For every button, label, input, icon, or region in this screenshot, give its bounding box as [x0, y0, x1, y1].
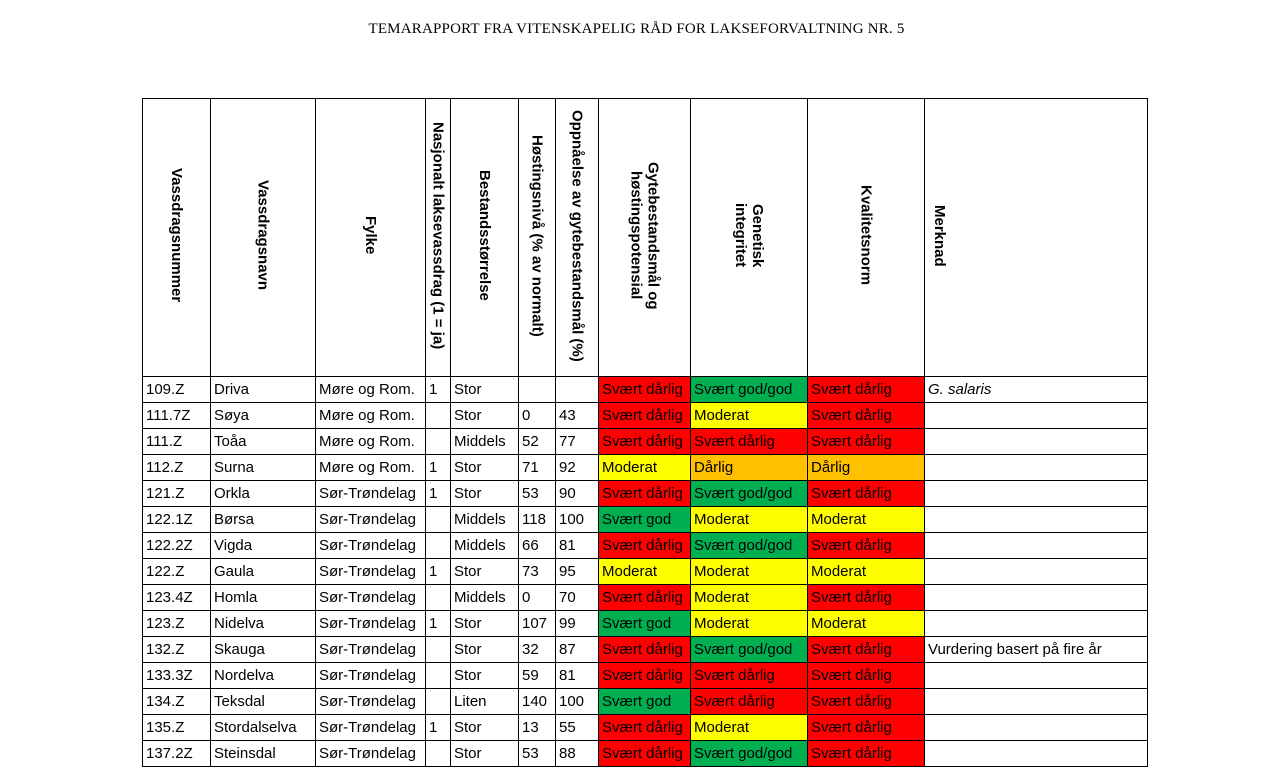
cell-vassdragsnummer: 122.2Z: [143, 533, 211, 559]
header-label: Fylke: [362, 216, 379, 255]
cell-gytebestandsmal: Svært dårlig: [599, 637, 691, 663]
cell-fylke: Sør-Trøndelag: [316, 689, 426, 715]
cell-genetisk-integritet: Moderat: [691, 559, 808, 585]
cell-bestandsstorrelse: Stor: [451, 403, 519, 429]
cell-genetisk-integritet: Moderat: [691, 403, 808, 429]
cell-vassdragsnummer: 111.Z: [143, 429, 211, 455]
cell-hostingsniva: 13: [519, 715, 556, 741]
cell-nasjonalt: 1: [426, 611, 451, 637]
cell-merknad: [925, 663, 1148, 689]
cell-vassdragsnavn: Søya: [211, 403, 316, 429]
page-header-title: TEMARAPPORT FRA VITENSKAPELIG RÅD FOR LAKSEFORVALTNING NR. 5: [368, 21, 905, 37]
cell-genetisk-integritet: Moderat: [691, 611, 808, 637]
cell-hostingsniva: 0: [519, 403, 556, 429]
cell-nasjonalt: 1: [426, 559, 451, 585]
cell-genetisk-integritet: Svært dårlig: [691, 429, 808, 455]
cell-hostingsniva: 140: [519, 689, 556, 715]
cell-genetisk-integritet: Svært god/god: [691, 637, 808, 663]
cell-oppnaelse: 81: [556, 533, 599, 559]
table-row: [143, 403, 1148, 429]
cell-fylke: Sør-Trøndelag: [316, 559, 426, 585]
cell-gytebestandsmal: Moderat: [599, 559, 691, 585]
cell-oppnaelse: 100: [556, 507, 599, 533]
cell-nasjonalt: [426, 663, 451, 689]
cell-vassdragsnavn: Nordelva: [211, 663, 316, 689]
header-label: Oppnåelse av gytebestandsmål (%): [568, 109, 586, 362]
cell-vassdragsnavn: Stordalselva: [211, 715, 316, 741]
cell-vassdragsnummer: 133.3Z: [143, 663, 211, 689]
cell-vassdragsnavn: Orkla: [211, 481, 316, 507]
cell-bestandsstorrelse: Middels: [451, 429, 519, 455]
cell-kvalitetsnorm: Svært dårlig: [808, 585, 925, 611]
cell-gytebestandsmal: Svært dårlig: [599, 429, 691, 455]
cell-kvalitetsnorm: Svært dårlig: [808, 689, 925, 715]
header-label: Bestandsstørrelse: [476, 170, 493, 301]
cell-nasjonalt: [426, 429, 451, 455]
cell-kvalitetsnorm: Svært dårlig: [808, 637, 925, 663]
cell-gytebestandsmal: Svært god: [599, 689, 691, 715]
cell-vassdragsnavn: Gaula: [211, 559, 316, 585]
cell-merknad: Vurdering basert på fire år: [925, 637, 1148, 663]
cell-merknad: [925, 403, 1148, 429]
table-row: [143, 455, 1148, 481]
cell-gytebestandsmal: Svært god: [599, 611, 691, 637]
cell-fylke: Sør-Trøndelag: [316, 611, 426, 637]
cell-fylke: Sør-Trøndelag: [316, 715, 426, 741]
cell-kvalitetsnorm: Svært dårlig: [808, 741, 925, 767]
cell-genetisk-integritet: Moderat: [691, 507, 808, 533]
cell-nasjonalt: 1: [426, 455, 451, 481]
cell-oppnaelse: 100: [556, 689, 599, 715]
header-vassdragsnummer: [143, 99, 211, 377]
cell-oppnaelse: [556, 377, 599, 403]
header-merknad: [925, 99, 1148, 377]
cell-vassdragsnavn: Steinsdal: [211, 741, 316, 767]
cell-merknad: [925, 481, 1148, 507]
cell-vassdragsnummer: 121.Z: [143, 481, 211, 507]
cell-oppnaelse: 87: [556, 637, 599, 663]
cell-bestandsstorrelse: Stor: [451, 377, 519, 403]
cell-merknad: [925, 715, 1148, 741]
cell-merknad: [925, 689, 1148, 715]
cell-oppnaelse: 70: [556, 585, 599, 611]
cell-gytebestandsmal: Svært dårlig: [599, 715, 691, 741]
header-label: Vassdragsnummer: [168, 168, 185, 303]
table-row: [143, 377, 1148, 403]
cell-bestandsstorrelse: Stor: [451, 663, 519, 689]
cell-genetisk-integritet: Svært god/god: [691, 377, 808, 403]
cell-merknad: [925, 533, 1148, 559]
table-row: [143, 611, 1148, 637]
cell-vassdragsnavn: Surna: [211, 455, 316, 481]
table-row: [143, 481, 1148, 507]
cell-gytebestandsmal: Svært dårlig: [599, 533, 691, 559]
cell-vassdragsnummer: 137.2Z: [143, 741, 211, 767]
cell-bestandsstorrelse: Stor: [451, 559, 519, 585]
cell-oppnaelse: 88: [556, 741, 599, 767]
cell-hostingsniva: 52: [519, 429, 556, 455]
cell-vassdragsnavn: Homla: [211, 585, 316, 611]
cell-genetisk-integritet: Moderat: [691, 585, 808, 611]
cell-vassdragsnummer: 111.7Z: [143, 403, 211, 429]
cell-vassdragsnavn: Teksdal: [211, 689, 316, 715]
cell-oppnaelse: 55: [556, 715, 599, 741]
cell-gytebestandsmal: Svært god: [599, 507, 691, 533]
cell-bestandsstorrelse: Stor: [451, 481, 519, 507]
table-row: [143, 741, 1148, 767]
header-bestandsstorrelse: [451, 99, 519, 377]
table-row: [143, 585, 1148, 611]
cell-vassdragsnavn: Skauga: [211, 637, 316, 663]
cell-nasjonalt: [426, 689, 451, 715]
cell-vassdragsnummer: 132.Z: [143, 637, 211, 663]
table-row: [143, 429, 1148, 455]
cell-kvalitetsnorm: Svært dårlig: [808, 533, 925, 559]
cell-vassdragsnavn: Toåa: [211, 429, 316, 455]
cell-hostingsniva: 66: [519, 533, 556, 559]
cell-fylke: Møre og Rom.: [316, 455, 426, 481]
cell-vassdragsnummer: 122.Z: [143, 559, 211, 585]
header-kvalitetsnorm: [808, 99, 925, 377]
cell-vassdragsnavn: Driva: [211, 377, 316, 403]
cell-nasjonalt: [426, 637, 451, 663]
cell-oppnaelse: 99: [556, 611, 599, 637]
cell-hostingsniva: 118: [519, 507, 556, 533]
cell-nasjonalt: [426, 507, 451, 533]
cell-merknad: [925, 559, 1148, 585]
cell-kvalitetsnorm: Svært dårlig: [808, 481, 925, 507]
table-row: [143, 637, 1148, 663]
table-row: [143, 507, 1148, 533]
header-label: Kvalitetsnorm: [857, 185, 875, 286]
header-label: Vassdragsnavn: [254, 180, 272, 291]
cell-gytebestandsmal: Svært dårlig: [599, 585, 691, 611]
cell-hostingsniva: 107: [519, 611, 556, 637]
cell-fylke: Sør-Trøndelag: [316, 585, 426, 611]
cell-fylke: Sør-Trøndelag: [316, 533, 426, 559]
cell-oppnaelse: 77: [556, 429, 599, 455]
cell-hostingsniva: 53: [519, 741, 556, 767]
cell-gytebestandsmal: Svært dårlig: [599, 481, 691, 507]
cell-bestandsstorrelse: Stor: [451, 741, 519, 767]
cell-fylke: Sør-Trøndelag: [316, 741, 426, 767]
header-label: Genetisk integritet: [732, 203, 766, 268]
cell-bestandsstorrelse: Liten: [451, 689, 519, 715]
cell-vassdragsnummer: 122.1Z: [143, 507, 211, 533]
cell-nasjonalt: [426, 585, 451, 611]
cell-nasjonalt: [426, 741, 451, 767]
table-row: [143, 663, 1148, 689]
cell-nasjonalt: 1: [426, 377, 451, 403]
cell-hostingsniva: 0: [519, 585, 556, 611]
cell-vassdragsnummer: 109.Z: [143, 377, 211, 403]
cell-nasjonalt: 1: [426, 481, 451, 507]
cell-fylke: Møre og Rom.: [316, 377, 426, 403]
header-label: Høstingsnivå (% av normalt): [528, 134, 546, 337]
cell-kvalitetsnorm: Moderat: [808, 507, 925, 533]
cell-hostingsniva: 53: [519, 481, 556, 507]
cell-merknad: [925, 741, 1148, 767]
cell-merknad: G. salaris: [925, 377, 1148, 403]
cell-kvalitetsnorm: Svært dårlig: [808, 377, 925, 403]
cell-hostingsniva: 71: [519, 455, 556, 481]
cell-hostingsniva: 59: [519, 663, 556, 689]
table-row: [143, 715, 1148, 741]
cell-vassdragsnavn: Vigda: [211, 533, 316, 559]
cell-fylke: Sør-Trøndelag: [316, 507, 426, 533]
cell-genetisk-integritet: Svært dårlig: [691, 689, 808, 715]
cell-vassdragsnummer: 134.Z: [143, 689, 211, 715]
header-label: Nasjonalt laksevassdrag (1 = ja): [429, 121, 447, 350]
cell-fylke: Møre og Rom.: [316, 403, 426, 429]
cell-oppnaelse: 92: [556, 455, 599, 481]
cell-genetisk-integritet: Moderat: [691, 715, 808, 741]
cell-fylke: Sør-Trøndelag: [316, 663, 426, 689]
cell-vassdragsnavn: Nidelva: [211, 611, 316, 637]
cell-bestandsstorrelse: Stor: [451, 455, 519, 481]
cell-hostingsniva: 32: [519, 637, 556, 663]
cell-vassdragsnummer: 123.4Z: [143, 585, 211, 611]
cell-nasjonalt: 1: [426, 715, 451, 741]
header-hostingsniva: [519, 99, 556, 377]
header-gytebestandsmal: [599, 99, 691, 377]
cell-hostingsniva: 73: [519, 559, 556, 585]
river-assessment-table: [142, 98, 1148, 767]
header-genetisk-integritet: [691, 99, 808, 377]
cell-merknad: [925, 429, 1148, 455]
cell-genetisk-integritet: Svært god/god: [691, 741, 808, 767]
cell-vassdragsnummer: 135.Z: [143, 715, 211, 741]
cell-kvalitetsnorm: Moderat: [808, 559, 925, 585]
cell-kvalitetsnorm: Svært dårlig: [808, 663, 925, 689]
cell-vassdragsnavn: Børsa: [211, 507, 316, 533]
cell-merknad: [925, 455, 1148, 481]
cell-merknad: [925, 507, 1148, 533]
cell-nasjonalt: [426, 403, 451, 429]
header-vassdragsnavn: [211, 99, 316, 377]
cell-kvalitetsnorm: Svært dårlig: [808, 715, 925, 741]
cell-nasjonalt: [426, 533, 451, 559]
cell-gytebestandsmal: Svært dårlig: [599, 403, 691, 429]
header-nasjonalt-laksevassdrag: [426, 99, 451, 377]
table-row: [143, 559, 1148, 585]
cell-bestandsstorrelse: Middels: [451, 585, 519, 611]
header-oppnaelse: [556, 99, 599, 377]
cell-fylke: Sør-Trøndelag: [316, 637, 426, 663]
cell-vassdragsnummer: 123.Z: [143, 611, 211, 637]
cell-kvalitetsnorm: Svært dårlig: [808, 403, 925, 429]
table-header-row: [143, 99, 1148, 377]
cell-gytebestandsmal: Svært dårlig: [599, 663, 691, 689]
cell-fylke: Sør-Trøndelag: [316, 481, 426, 507]
cell-kvalitetsnorm: Dårlig: [808, 455, 925, 481]
cell-bestandsstorrelse: Middels: [451, 533, 519, 559]
cell-gytebestandsmal: Svært dårlig: [599, 377, 691, 403]
table-row: [143, 689, 1148, 715]
cell-oppnaelse: 81: [556, 663, 599, 689]
cell-bestandsstorrelse: Stor: [451, 611, 519, 637]
cell-bestandsstorrelse: Stor: [451, 715, 519, 741]
header-label: Gytebestandsmål og høstingspotensial: [627, 161, 662, 310]
cell-gytebestandsmal: Svært dårlig: [599, 741, 691, 767]
table-body: [143, 377, 1148, 767]
cell-kvalitetsnorm: Moderat: [808, 611, 925, 637]
header-label: Merknad: [931, 204, 948, 267]
cell-vassdragsnummer: 112.Z: [143, 455, 211, 481]
cell-oppnaelse: 90: [556, 481, 599, 507]
cell-hostingsniva: [519, 377, 556, 403]
cell-oppnaelse: 95: [556, 559, 599, 585]
cell-oppnaelse: 43: [556, 403, 599, 429]
cell-gytebestandsmal: Moderat: [599, 455, 691, 481]
cell-genetisk-integritet: Svært dårlig: [691, 663, 808, 689]
header-fylke: [316, 99, 426, 377]
cell-merknad: [925, 611, 1148, 637]
cell-bestandsstorrelse: Middels: [451, 507, 519, 533]
cell-fylke: Møre og Rom.: [316, 429, 426, 455]
cell-genetisk-integritet: Dårlig: [691, 455, 808, 481]
cell-kvalitetsnorm: Svært dårlig: [808, 429, 925, 455]
cell-merknad: [925, 585, 1148, 611]
cell-bestandsstorrelse: Stor: [451, 637, 519, 663]
table-row: [143, 533, 1148, 559]
cell-genetisk-integritet: Svært god/god: [691, 533, 808, 559]
cell-genetisk-integritet: Svært god/god: [691, 481, 808, 507]
